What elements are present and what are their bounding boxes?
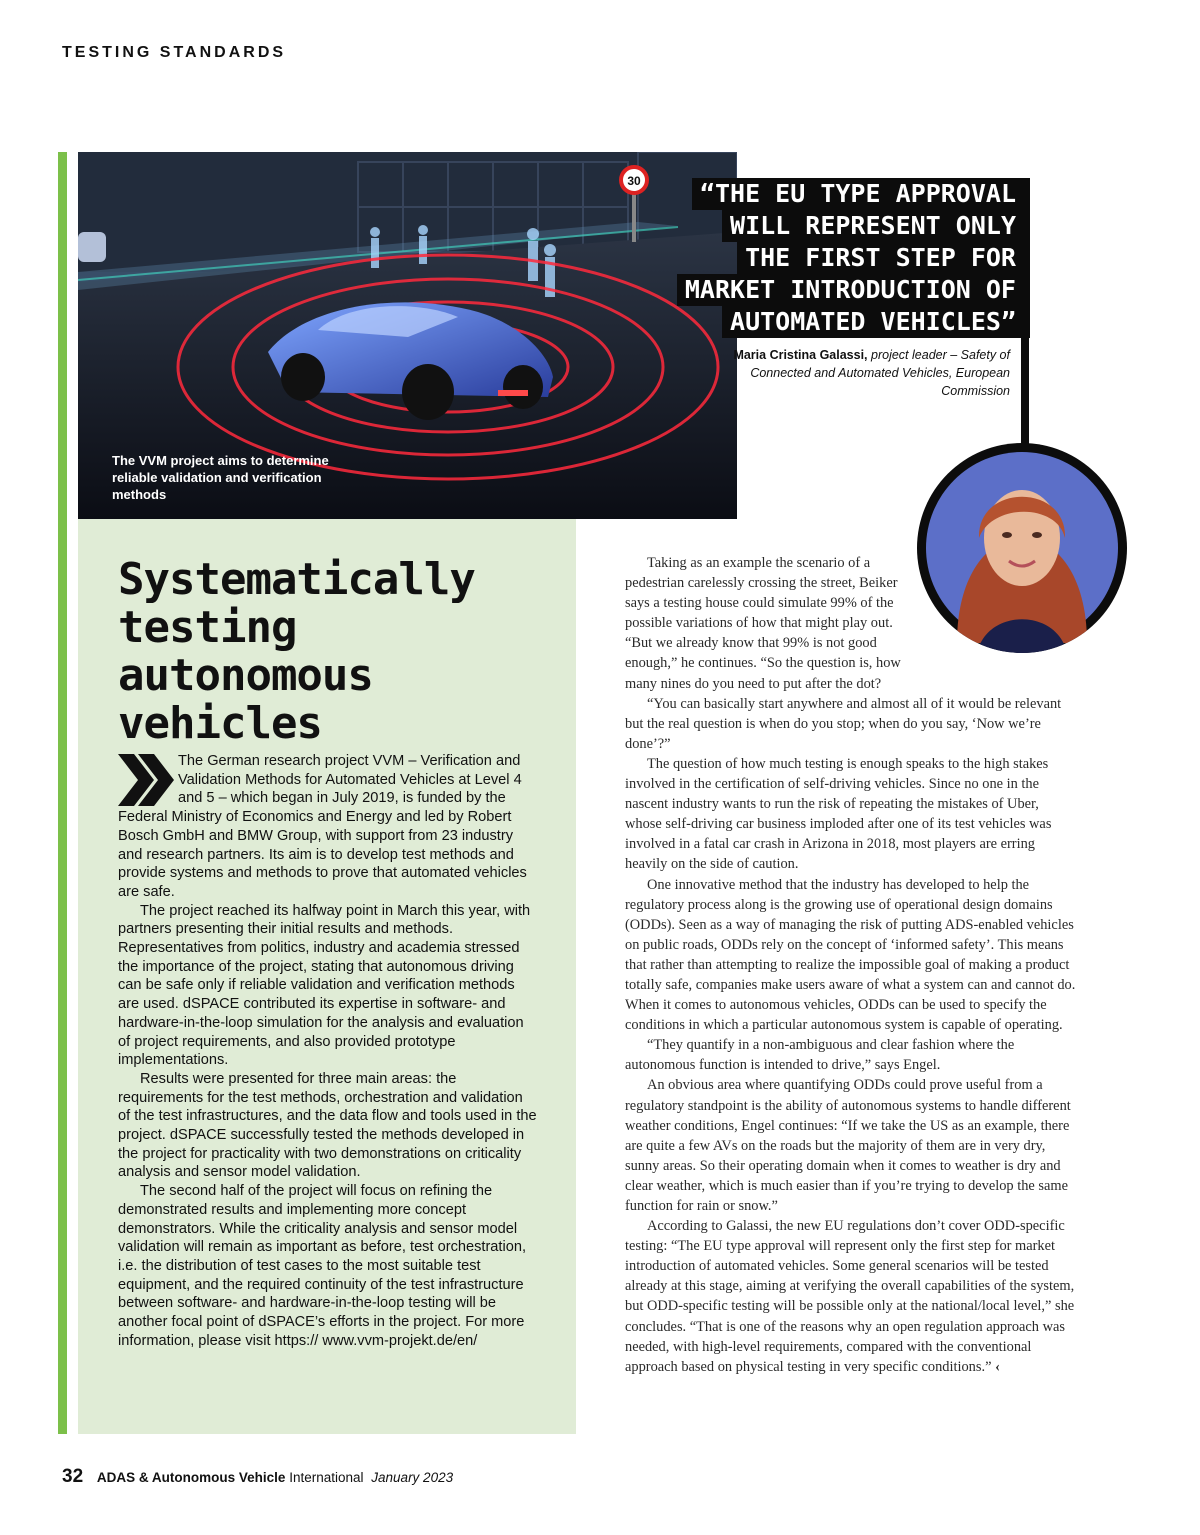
pull-quote-line: WILL REPRESENT ONLY <box>722 210 1030 242</box>
portrait-wrap-space <box>897 553 1077 681</box>
sidebar-body <box>118 752 538 1351</box>
article-last-text: According to Galassi, the new EU regulations don’t cover ODD-specific testing: “The EU type approval will represent only the first step for market introduction of automated vehicles. Some general scenarios will be tested already at this stage, aiming at verifying the overall capabilities of the system, but ODD-specific testing will be possible only at the national/local level,” she concludes. “That is one of the reasons why an open regulation approach was needed, with high-level requirements, compared with the conventional approach based on physical testing in very specific conditions.” <box>625 1218 1075 1375</box>
end-mark-icon: ‹ <box>995 1358 1000 1375</box>
hero-caption: The VVM project aims to determine reliable validation and verification methods <box>112 453 329 502</box>
article-paragraph: One innovative method that the industry has developed to help the regulatory process along is the growing use of operational design domains (ODDs). Seen as a way of managing the risk of putting ADS-enabled vehicles on public roads, ODDs rely on the concept of ‘informed safety’. This means that rather than attempting to realize the impossible goal of making a product totally safe, companies make users aware of what a system can and cannot do. When it comes to autonomous vehicles, ODDs can be used to specify the conditions in which a particular autonomous system is capable of operating. <box>625 876 1076 1034</box>
page-footer <box>62 1466 453 1488</box>
sidebar-paragraph: The second half of the project will focus on refining the demonstrated results and implementing more concept demonstrators. While the criticality analysis and sensor model validation will remain as important as before, test orchestration, i.e. the distribution of test cases to the most suitable test equipment, and the required continuity of the test infrastructure between software- and hardware-in-the-loop testing will be another focal point of dSPACE’s efforts in the project. For more information, please visit https:// www.vvm-projekt.de/en/ <box>118 1183 527 1349</box>
pull-quote-line: “THE EU TYPE APPROVAL <box>692 178 1030 210</box>
publication-name: ADAS & Autonomous Vehicle <box>96 1470 286 1485</box>
speed-sign-text: 30 <box>627 174 641 188</box>
sidebar-headline: Systematically testing autonomous vehicles <box>118 554 475 749</box>
double-chevron-icon <box>116 752 174 808</box>
pull-quote <box>677 178 1030 338</box>
issue-date: January 2023 <box>371 1470 454 1485</box>
accent-bar <box>58 152 67 1434</box>
article-paragraph: The question of how much testing is enough speaks to the high stakes involved in the certification of self-driving vehicles. Since no one in the nascent industry wants to run the risk of repeating the mistakes of Uber, whose self-driving car business imploded after one of its test vehicles was involved in a fatal car crash in Arizona in 2018, most players are erring heavily on the side of caution. <box>625 755 1052 873</box>
quote-role: project leader – Safety of Connected and Automated Vehicles, European Commission <box>750 348 1010 398</box>
quote-attribution <box>720 346 1010 400</box>
article-paragraph: “They quantify in a non-ambiguous and clear fashion where the autonomous function is intended to drive,” says Engel. <box>625 1037 1015 1074</box>
pull-quote-line: AUTOMATED VEHICLES” <box>722 306 1030 338</box>
article-paragraph <box>625 1216 1077 1377</box>
article-paragraph: “You can basically start anywhere and almost all of it would be relevant but the real question is when do you stop; when do you say, ‘Now we’re done’?” <box>625 695 1062 752</box>
publication-suffix: International <box>289 1470 364 1485</box>
page-number: 32 <box>62 1466 84 1487</box>
sidebar-paragraph: The project reached its halfway point in March this year, with partners presenting their initial results and methods. Representatives from politics, industry and academia stressed the importance of the project, stating that autonomous driving can be safe only if reliable validation and verification methods are used. dSPACE contributed its expertise in software- and hardware-in-the-loop simulation for the analysis and evaluation of project requirements, and also provided prototype implementations. <box>118 902 531 1069</box>
pull-quote-line: THE FIRST STEP FOR <box>737 242 1030 274</box>
hero-image <box>78 152 737 519</box>
pull-quote-line: MARKET INTRODUCTION OF <box>677 274 1030 306</box>
article-paragraph: Taking as an example the scenario of a pedestrian carelessly crossing the street, Beiker says a testing house could simulate 99% of the possible variations of how that might play out. “But we already know that 99% is not good enough,” he continues. “So the question is, how many nines do you need to put after the dot? <box>625 555 901 692</box>
article-body <box>625 553 1077 1377</box>
sidebar-paragraph: The German research project VVM – Verification and Validation Methods for Automated Vehicles at Level 4 and 5 – which began in July 2019, is funded by the Federal Ministry of Economics and Energy and led by Robert Bosch GmbH and BMW Group, with support from 23 industry and research partners. Its aim is to develop test methods and provide systems and methods to prove that automated vehicles are safe. <box>118 753 527 900</box>
section-label: TESTING STANDARDS <box>62 44 287 61</box>
article-paragraph: An obvious area where quantifying ODDs could prove useful from a regulatory standpoint is the ability of autonomous systems to handle different weather conditions, Engel continues: “If we take the US as an example, there are quite a few AVs on the roads but the majority of them are in very dry, sunny areas. So their operating domain when it comes to weather is dry and clear weather, which is much easier than if you’re trying to develop the same function for rain or snow.” <box>625 1077 1071 1214</box>
sidebar-paragraph: Results were presented for three main areas: the requirements for the test methods, orchestration and validation of the test infrastructures, and the data flow and tools used in the project. dSPACE successfully tested the methods developed in the project for practicality with two demonstrations on criticality analysis and sensor model validation. <box>118 1070 537 1181</box>
quote-name: Maria Cristina Galassi, <box>733 348 868 362</box>
